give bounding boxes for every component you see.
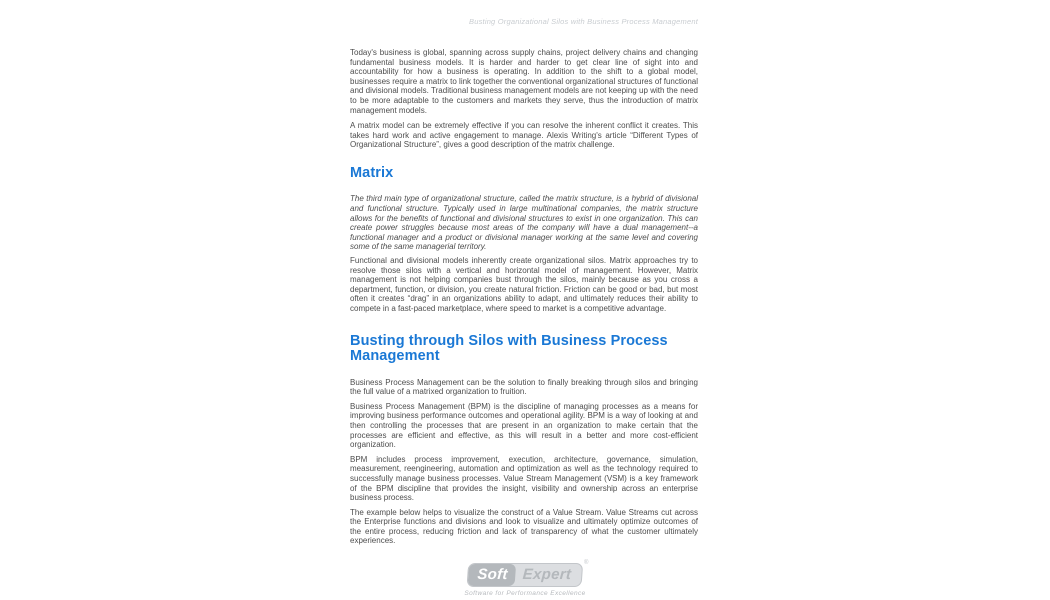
softexpert-wordmark — [467, 563, 584, 587]
registered-trademark-icon: ® — [584, 560, 589, 566]
logo-tagline: Software for Performance Excellence — [464, 590, 586, 597]
matrix-body-paragraph: Functional and divisional models inherently create organizational silos. Matrix approaches try to resolve those silos with a vertical and horizontal model of management. However, Matrix management is not helping companies bust through the silos, mainly because as you cross a department, function, or division, you create natural friction. Friction can be good or bad, but most often it creates “drag” in an organizations ability to adapt, and ultimately reduces their ability to compete in a fast-paced marketplace, where speed to market is a competitive advantage. — [350, 256, 698, 313]
running-header: Busting Organizational Silos with Business Process Management — [469, 17, 698, 26]
text-column — [350, 0, 698, 546]
intro-paragraph-2: A matrix model can be extremely effective if you can resolve the inherent conflict it creates. This takes hard work and active engagement to manage. Alexis Writing's article “Different Types of Organizational Structure”, gives a good description of the matrix challenge. — [350, 121, 698, 150]
softexpert-logo-mark — [468, 560, 589, 587]
busting-section-heading: Busting through Silos with Business Process Management — [350, 332, 668, 365]
busting-paragraph-4: The example below helps to visualize the construct of a Value Stream. Value Streams cut across the Enterprise functions and divisions and look to visualize and ultimately optimize outcomes of the entire process, reducing friction and lack of transparency of what the customer ultimately experiences. — [350, 507, 698, 546]
busting-paragraph-1: Business Process Management can be the solution to finally breaking through silos and bringing the full value of a matrixed organization to fruition. — [350, 377, 698, 397]
intro-paragraph-1: Today's business is global, spanning across supply chains, project delivery chains and changing fundamental business models. It is harder and harder to get clear line of sight into and accountability for how a business is operating. In addition to the shift to a global model, businesses require a matrix to link together the conventional organizational structures of functional and divisional models. Traditional business management models are not keeping up with the need to be more adaptable to the customers and markets they serve, thus the introduction of matrix management models. — [350, 48, 698, 115]
logo-expert-text: Expert — [522, 566, 573, 583]
busting-paragraph-2: Business Process Management (BPM) is the discipline of managing processes as a means for improving business performance outcomes and operational agility. BPM is a way of looking at and then controlling the processes that are present in an organization to make certain that the processes are efficient and effective, as this will result in a better and more cost-efficient organization. — [350, 401, 698, 450]
logo-soft-text: Soft — [468, 564, 517, 586]
softexpert-logo — [464, 560, 589, 597]
matrix-quote-paragraph: The third main type of organizational structure, called the matrix structure, is a hybrid of divisional and functional structure. Typically used in large multinational companies, the matrix structure allows for the benefits of functional and divisional structures to exist in one organization. This can create power struggles because most areas of the company will have a dual management--a functional manager and a product or divisional manager working at the same level and covering some of the same managerial territory. — [350, 194, 698, 252]
busting-paragraph-3: BPM includes process improvement, execution, architecture, governance, simulation, measurement, reengineering, automation and optimization as well as the technology required to successfully manage business processes. Value Stream Management (VSM) is a key framework of the BPM discipline that provides the insight, visibility and ownership across an enterprise business process. — [350, 454, 698, 503]
matrix-section-heading: Matrix — [350, 164, 394, 181]
